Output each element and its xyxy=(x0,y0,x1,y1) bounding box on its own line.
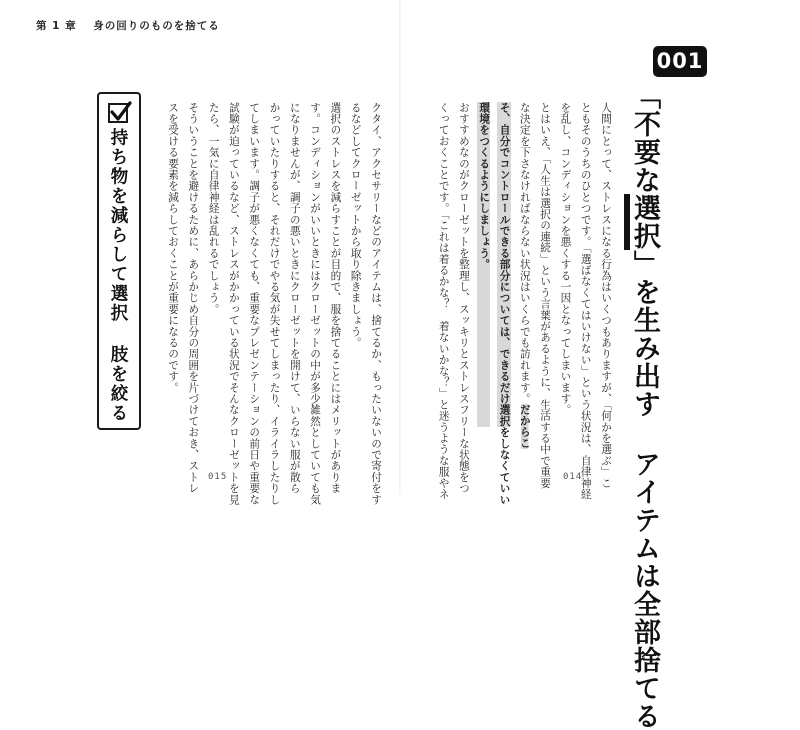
body-line: たら、一気に自律神経は乱れるでしょう。 xyxy=(207,102,220,315)
checkbox-icon xyxy=(108,103,128,123)
book-gutter xyxy=(399,0,401,495)
highlighted-text: だからこ xyxy=(518,404,531,450)
highlighted-line: そ、自分でコントロールできる部分については、できるだけ選択をしなくていい xyxy=(494,102,514,427)
body-line xyxy=(515,102,535,450)
checkmark-icon xyxy=(108,100,132,124)
title-keyword: 選択 xyxy=(629,194,660,250)
title-line: アイテムは全部捨てる xyxy=(629,450,660,730)
section-number-badge: 001 xyxy=(653,46,707,77)
body-line: てしまいます。調子が悪くなくても、重要なプレゼンテーションの前日や重要な xyxy=(248,102,261,506)
body-line: とはいえ、「人生は選択の連続」という言葉があるように、生活する中で重要 xyxy=(539,102,552,489)
body-line: 人間にとって、ストレスになる行為はいくつもありますが、「何かを選ぶ」こ xyxy=(600,102,612,489)
body-line: くっておくことです。「これは着るかな？ 着ないかな？」と迷うような服やネ xyxy=(437,102,450,500)
body-line: るなどしてクローゼットから取り除きましょう。 xyxy=(349,102,362,349)
chapter-title: 身の回りのものを捨てる xyxy=(93,20,220,32)
section-title xyxy=(625,82,663,730)
title-text: 」を生み出す xyxy=(629,250,660,418)
body-line: クタイ、アクセサリーなどのアイテムは、捨てるか、もったいないので寄付をす xyxy=(370,102,382,506)
point-text-line: 肢を絞る xyxy=(108,345,128,423)
highlighted-line: 環境をつくるようにしましょう。 xyxy=(474,102,494,427)
running-header xyxy=(36,18,220,33)
body-line: を乱し、コンディションを悪くする一因となってしまいます。 xyxy=(559,102,572,416)
body-line: かっていたりすると、それだけでやる気が失せてしまったり、イライラしたりし xyxy=(268,102,281,506)
body-line: 試験が迫っているなど、ストレスがかかっている状況でそんなクローゼットを見 xyxy=(227,102,240,506)
chapter-number: 第 1 章 xyxy=(36,20,77,32)
body-line: になりませんが、調子の悪いときにクローゼットを開けて、いらない服が散ら xyxy=(288,102,301,494)
title-text: 「不要な xyxy=(629,82,660,194)
point-text xyxy=(104,128,132,423)
point-text-line: 持ち物を減らして選択 xyxy=(108,128,128,323)
page-number-right: 014 xyxy=(563,472,583,482)
body-line: す。コンディションがいいときにはクローゼットの中が多少雑然としていても気 xyxy=(309,102,322,506)
body-line: ともそのうちのひとつです。「選ばなくてはいけない」という状況は、自律神経 xyxy=(579,102,592,500)
body-text: な決定を下さなければならない状況はいくらでも訪れます。 xyxy=(518,102,531,405)
title-line xyxy=(629,82,660,418)
body-line: おすすめなのがクローゼットを整理し、スッキリとストレスフリーな状態をつ xyxy=(457,102,470,494)
body-line: 選択のストレスを減らすことが目的で、服を捨てることにはメリットがありま xyxy=(329,102,342,494)
body-line: スを受ける要素を減らしておくことが重要になるのです。 xyxy=(167,102,180,394)
page-number-left: 015 xyxy=(208,472,228,482)
body-line: そういうことを避けるために、あらかじめ自分の周囲を片づけておき、ストレ xyxy=(187,102,200,494)
